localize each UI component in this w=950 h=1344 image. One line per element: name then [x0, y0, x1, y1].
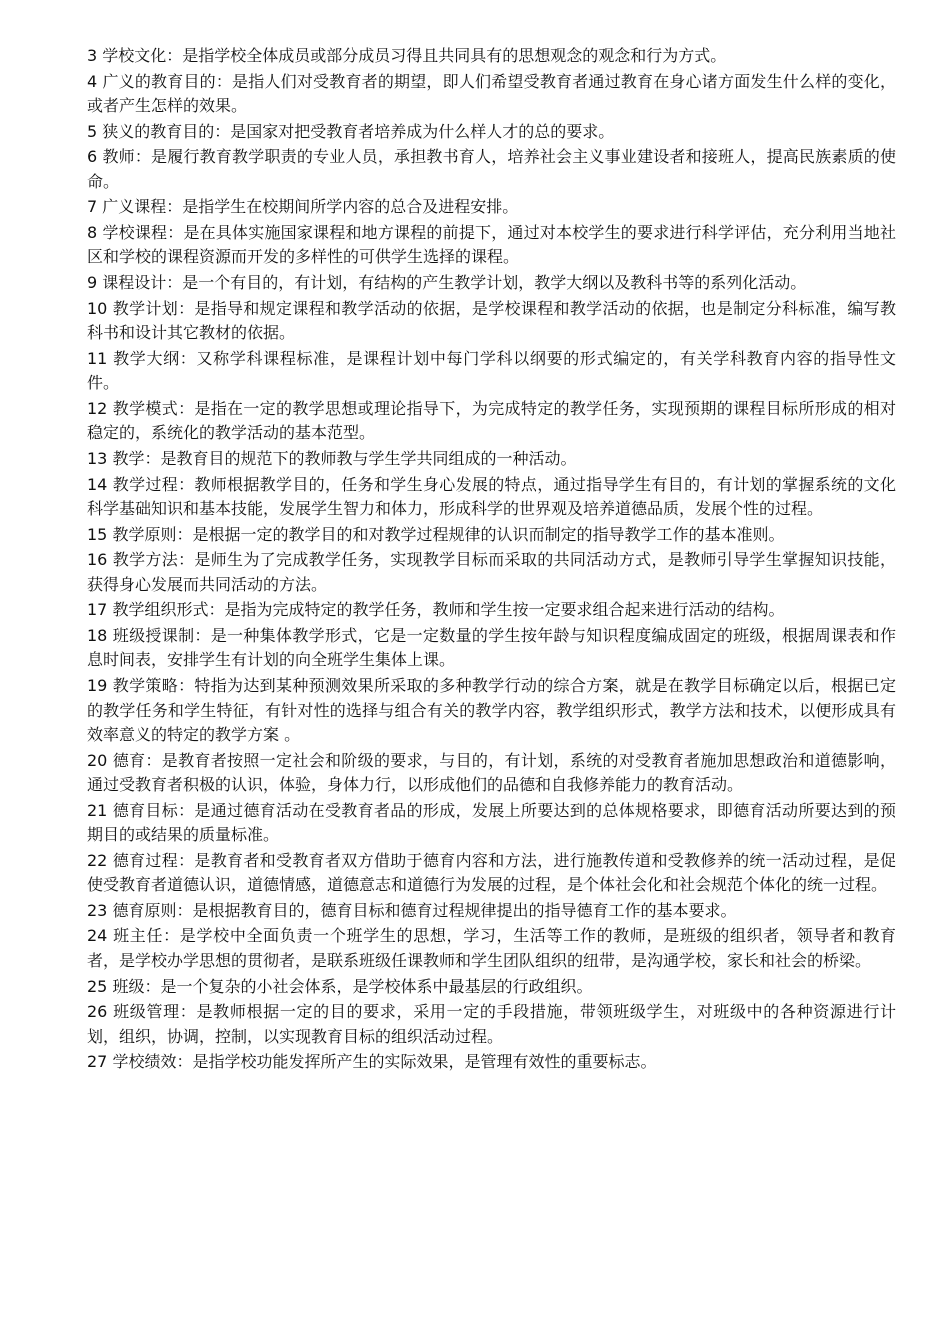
definition-entry: 8 学校课程：是在具体实施国家课程和地方课程的前提下，通过对本校学生的要求进行科学评估，充分利用当地社区和学校的课程资源而开发的多样性的可供学生选择的课程。: [87, 222, 896, 267]
definition-entry: 4 广义的教育目的：是指人们对受教育者的期望，即人们希望受教育者通过教育在身心诸方面发生什么样的变化，或者产生怎样的效果。: [87, 71, 896, 116]
definition-entry: 27 学校绩效：是指学校功能发挥所产生的实际效果，是管理有效性的重要标志。: [87, 1052, 657, 1072]
definition-entry: 12 教学模式：是指在一定的教学思想或理论指导下，为完成特定的教学任务，实现预期的课程目标所形成的相对稳定的，系统化的教学活动的基本范型。: [87, 398, 896, 443]
definition-entry: 10 教学计划：是指导和规定课程和教学活动的依据，是学校课程和教学活动的依据，也是制定分科标准，编写教科书和设计其它教材的依据。: [87, 298, 896, 343]
definition-entry: 13 教学：是教育目的规范下的教师教与学生学共同组成的一种活动。: [87, 448, 577, 468]
definition-entry: 15 教学原则：是根据一定的教学目的和对教学过程规律的认识而制定的指导教学工作的基本准则。: [87, 524, 785, 544]
definition-entry: 18 班级授课制：是一种集体教学形式，它是一定数量的学生按年龄与知识程度编成固定的班级，根据周课表和作息时间表，安排学生有计划的向全班学生集体上课。: [87, 625, 896, 670]
definition-entry: 25 班级：是一个复杂的小社会体系，是学校体系中最基层的行政组织。: [87, 976, 593, 996]
definition-entry: 23 德育原则：是根据教育目的，德育目标和德育过程规律提出的指导德育工作的基本要求。: [87, 900, 737, 920]
definition-entry: 5 狭义的教育目的：是国家对把受教育者培养成为什么样人才的总的要求。: [87, 121, 615, 141]
definition-entry: 9 课程设计：是一个有目的，有计划，有结构的产生教学计划，教学大纲以及教科书等的系列化活动。: [87, 273, 807, 293]
definition-entry: 6 教师：是履行教育教学职责的专业人员，承担教书育人，培养社会主义事业建设者和接班人，提高民族素质的使命。: [87, 147, 896, 191]
definition-entry: 20 德育：是教育者按照一定社会和阶级的要求，与目的，有计划，系统的对受教育者施加思想政治和道德影响，通过受教育者积极的认识，体验，身体力行，以形成他们的品德和自我修养能力的教育活动。: [87, 750, 896, 795]
definition-entry: 26 班级管理：是教师根据一定的目的要求，采用一定的手段措施，带领班级学生，对班级中的各种资源进行计划，组织，协调，控制，以实现教育目标的组织活动过程。: [87, 1002, 896, 1046]
definition-entry: 19 教学策略：特指为达到某种预测效果所采取的多种教学行动的综合方案，就是在教学目标确定以后，根据已定的教学任务和学生特征，有针对性的选择与组合有关的教学内容，教学组织形式，教学方法和技术，以便形成具有效率意义的特定的教学方案 。: [87, 676, 896, 744]
definition-entry: 24 班主任：是学校中全面负责一个班学生的思想，学习，生活等工作的教师，是班级的组织者，领导者和教育者，是学校办学思想的贯彻者，是联系班级任课教师和学生团队组织的纽带，是沟通学校，家长和社会的桥梁。: [87, 926, 896, 970]
definition-entry: 22 德育过程：是教育者和受教育者双方借助于德育内容和方法，进行施教传道和受教修养的统一活动过程，是促使受教育者道德认识，道德情感，道德意志和道德行为发展的过程，是个体社会化和社会规范个体化的统一过程。: [87, 850, 896, 895]
definition-entry: 16 教学方法：是师生为了完成教学任务，实现教学目标而采取的共同活动方式，是教师引导学生掌握知识技能，获得身心发展而共同活动的方法。: [87, 550, 896, 594]
definition-entry: 7 广义课程：是指学生在校期间所学内容的总合及进程安排。: [87, 197, 519, 217]
definition-entry: 3 学校文化：是指学校全体成员或部分成员习得且共同具有的思想观念的观念和行为方式。: [87, 46, 727, 65]
definition-entry: 17 教学组织形式：是指为完成特定的教学任务，教师和学生按一定要求组合起来进行活动的结构。: [87, 600, 785, 620]
definition-entry: 21 德育目标：是通过德育活动在受教育者品的形成，发展上所要达到的总体规格要求，即德育活动所要达到的预期目的或结果的质量标准。: [87, 800, 896, 845]
definition-entry: 11 教学大纲：又称学科课程标准，是课程计划中每门学科以纲要的形式编定的，有关学科教育内容的指导性文件。: [87, 348, 896, 393]
definition-entry: 14 教学过程：教师根据教学目的，任务和学生身心发展的特点，通过指导学生有目的，有计划的掌握系统的文化科学基础知识和基本技能，发展学生智力和体力，形成科学的世界观及培养道德品质，发展个性的过程。: [87, 474, 896, 519]
